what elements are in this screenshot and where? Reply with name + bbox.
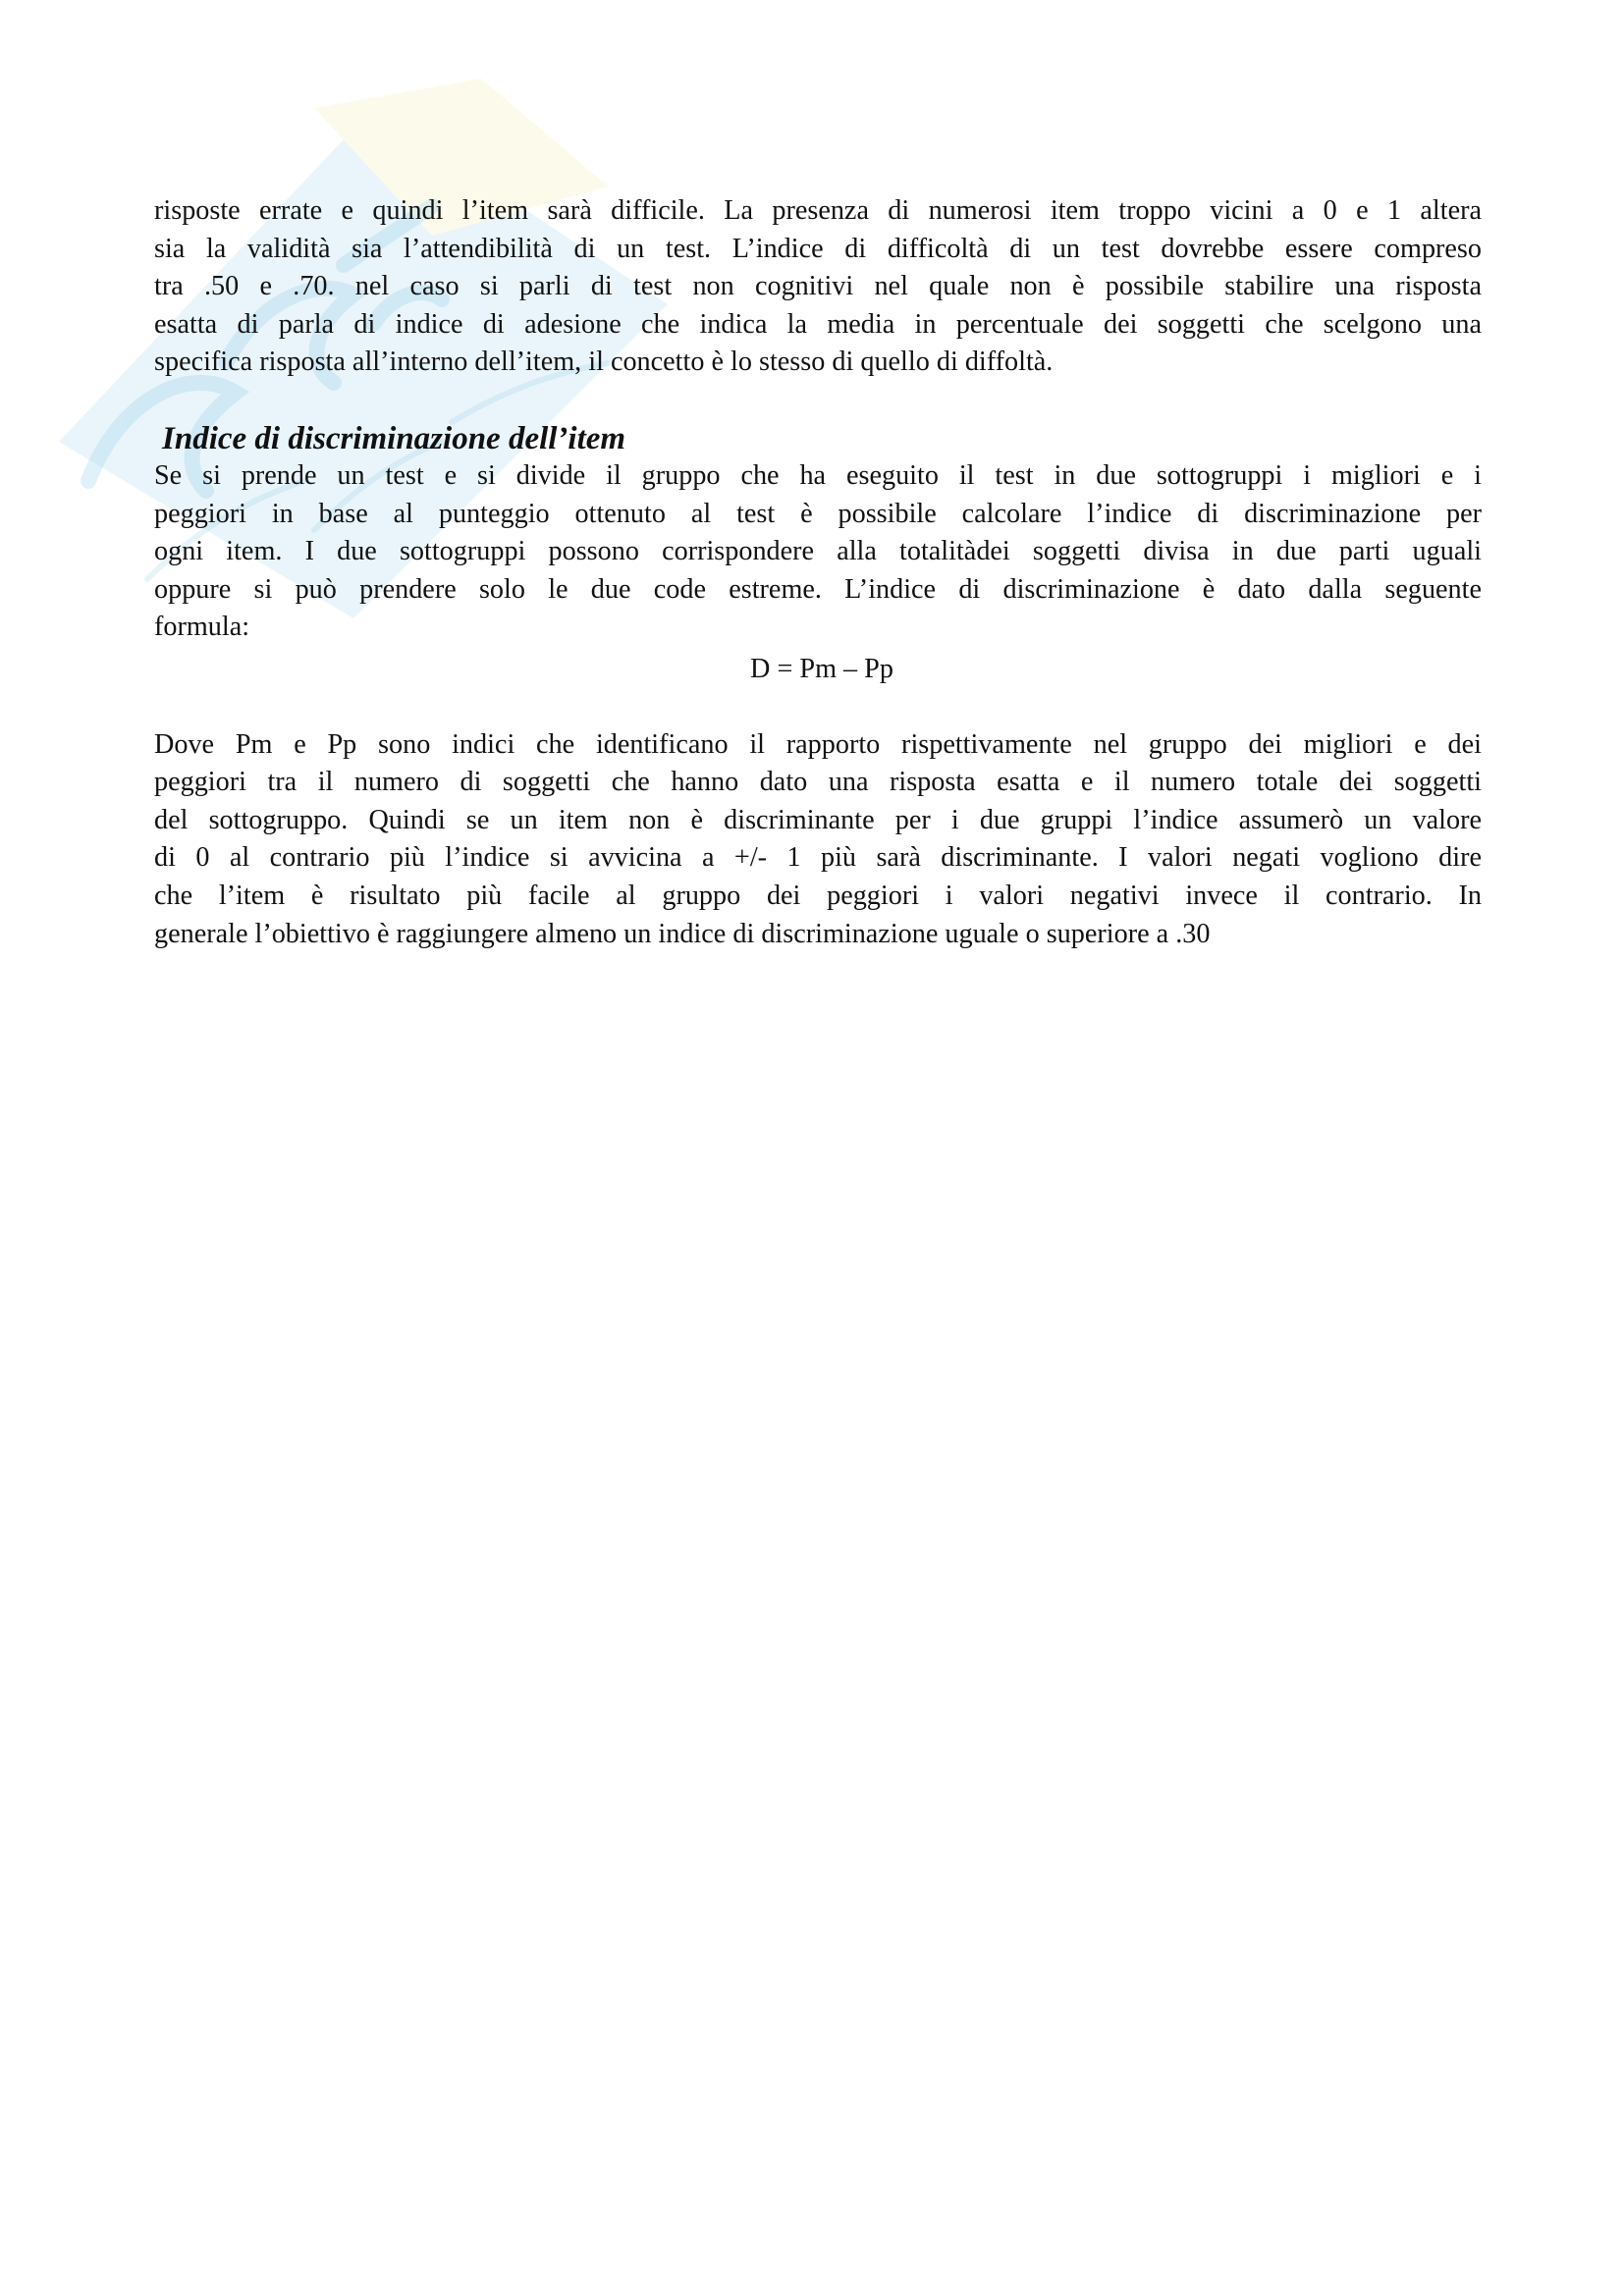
text-line: peggiori in base al punteggio ottenuto al test è possibile calcolare l’indice di discriminazione per <box>154 498 1482 529</box>
text-line: oppure si può prendere solo le due code estreme. L’indice di discriminazione è dato dalla seguente <box>154 573 1482 605</box>
paragraph-discrimination-intro <box>154 457 1482 647</box>
formula: D = Pm – Pp <box>750 653 893 684</box>
paragraph-discrimination-explanation <box>154 726 1482 954</box>
text-line: esatta di parla di indice di adesione che indica la media in percentuale dei soggetti che scelgono una <box>154 308 1482 340</box>
text-line: del sottogruppo. Quindi se un item non è discriminante per i due gruppi l’indice assumerò un valore <box>154 804 1482 835</box>
paragraph-difficulty-index <box>154 192 1482 382</box>
text-line: formula: <box>154 612 250 643</box>
text-line: tra .50 e .70. nel caso si parli di test non cognitivi nel quale non è possibile stabilire una risposta <box>154 271 1482 302</box>
text-line: di 0 al contrario più l’indice si avvicina a +/- 1 più sarà discriminante. I valori negati vogliono dire <box>154 842 1482 874</box>
document-body <box>154 192 1482 953</box>
text-line: Dove Pm e Pp sono indici che identificano il rapporto rispettivamente nel gruppo dei migliori e dei <box>154 728 1482 760</box>
text-line: peggiori tra il numero di soggetti che hanno dato una risposta esatta e il numero totale dei soggetti <box>154 767 1482 798</box>
section-heading: Indice di discriminazione dell’item <box>162 420 626 456</box>
text-line: risposte errate e quindi l’item sarà difficile. La presenza di numerosi item troppo vicini a 0 e 1 altera <box>154 195 1482 226</box>
text-line: sia la validità sia l’attendibilità di un test. L’indice di difficoltà di un test dovrebbe essere compreso <box>154 233 1482 264</box>
text-line: Se si prende un test e si divide il gruppo che ha eseguito il test in due sottogruppi i migliori e i <box>154 459 1482 491</box>
text-line: specifica risposta all’interno dell’item, il concetto è lo stesso di quello di diffoltà. <box>154 347 1054 378</box>
text-line: generale l’obiettivo è raggiungere almeno un indice di discriminazione uguale o superiore a .30 <box>154 918 1211 949</box>
text-line: ogni item. I due sottogruppi possono corrispondere alla totalitàdei soggetti divisa in due parti uguali <box>154 536 1482 567</box>
paragraph-spacer <box>154 689 1482 726</box>
text-line: che l’item è risultato più facile al gruppo dei peggiori i valori negativi invece il contrario. In <box>154 880 1482 911</box>
